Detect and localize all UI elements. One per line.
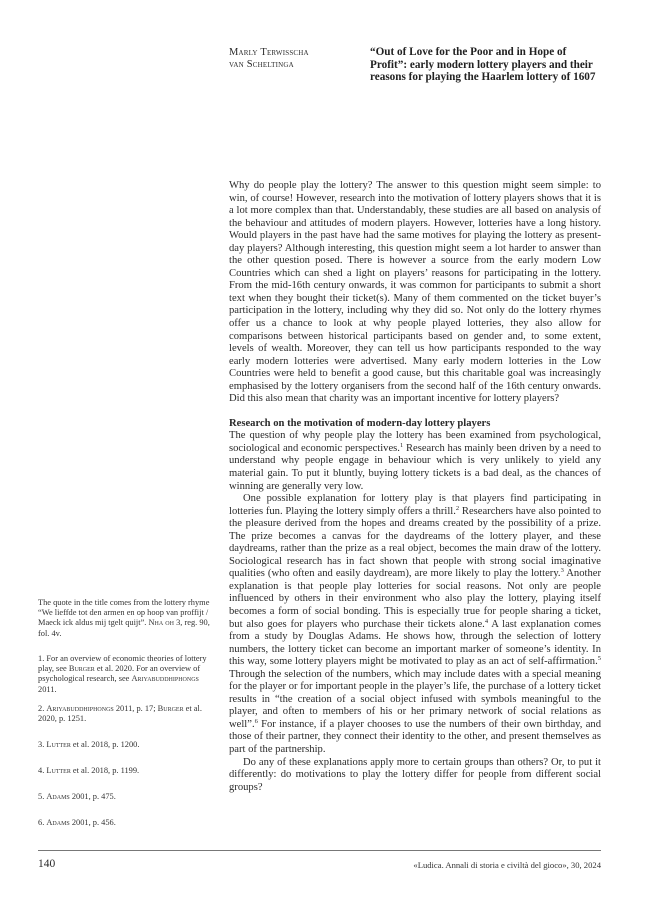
- note-author: Ariyabuddhiphongs: [46, 704, 114, 713]
- journal-citation: «Ludica. Annali di storia e civiltà del gioco», 30, 2024: [413, 860, 601, 870]
- page-number: 140: [38, 858, 56, 870]
- note-text: 1. For an overview of economic theories of lottery play, see: [38, 654, 207, 674]
- note-text: 2011, p. 17;: [113, 704, 158, 713]
- note-text: 3.: [38, 740, 47, 749]
- footnote-ref-1: 1: [399, 441, 404, 449]
- footnote-ref-4: 4: [484, 617, 489, 625]
- footnote-ref-2: 2: [455, 504, 460, 512]
- note-text: et al. 2020, p. 1251.: [38, 704, 202, 724]
- text-run: Another explanation is that people play lotteries for social reasons. Not only are people influenced by others in their environment who also play the lottery, playing itself becomes a form of social bonding. This is especially true for people sharing a ticket, but also goes for players who purchase their tickets alone.: [229, 568, 601, 630]
- note-text: 4.: [38, 766, 47, 775]
- note-text: 2011.: [38, 684, 57, 694]
- note-text: 3, reg. 90, fol. 4v.: [38, 618, 210, 638]
- note-text: 2001, p. 475.: [69, 792, 116, 801]
- note-text: et al. 2018, p. 1200.: [70, 740, 140, 749]
- author-name-line1: Marly Terwisscha: [229, 47, 309, 58]
- footnote-4: [38, 766, 210, 776]
- text-run: One possible explanation for lottery play is that players find participating in lotteries fun. Playing the lottery simply offers a thrill.: [229, 493, 601, 517]
- note-text: 5.: [38, 792, 47, 801]
- note-author: Adams: [46, 818, 70, 827]
- note-text: The quote in the title comes from the lottery rhyme “We lieffde tot den armen en op hoop van proffijt / Maeck ick aldus mij tgelt quijt”.: [38, 598, 210, 628]
- footnote-5: [38, 792, 210, 802]
- text-run: Research has mainly been driven by a need to understand why people engage in behaviour which is very unlikely to yield any material gain. To put it bluntly, buying lottery tickets is a bad deal, as the chances of winning are generally very low.: [229, 442, 601, 492]
- note-text: 2.: [38, 704, 47, 713]
- text-run: For instance, if a player chooses to use the numbers of their own birthday, and those of their partner, they connect their identity to the other, and present themselves as part of the partnership.: [229, 718, 601, 756]
- footnote-ref-5: 5: [597, 655, 601, 663]
- note-author: Burger: [68, 664, 95, 674]
- section-heading: Research on the motivation of modern-day lottery players: [229, 417, 491, 429]
- body-paragraph-3: Do any of these explanations apply more to certain groups than others? Or, to put it differently: do motivations to play the lottery differ for people from different social groups?: [229, 756, 601, 793]
- footnote-2: [38, 704, 210, 724]
- note-author: Adams: [46, 792, 70, 801]
- text-run: Researchers have also pointed to the pleasure derived from the hopes and dreams created by the possibility of a prize. The prize becomes a canvas for the daydreams of the lottery player, and these daydreams, rather than the prize as a real object, becomes the main draw of the lottery. Sociological research has in fact shown that people with strong social imaginative qualities (who often and easily daydream), are more likely to play the lottery.: [229, 505, 601, 580]
- author-name: [229, 47, 359, 71]
- author-name-line2: van Scheltinga: [229, 59, 294, 70]
- body-paragraph-2: [229, 493, 601, 756]
- note-text: 6.: [38, 818, 47, 827]
- text-run: Through the selection of the numbers, which may include dates with a special meaning for the player or for important people in the player’s life, the purchase of a lottery ticket results in “the creation of a social object infused with symbols meaningful to the player, and often to members of his or her primary network of social relations as well”.: [229, 668, 601, 730]
- footnote-6: [38, 818, 210, 828]
- main-text-column: [229, 180, 601, 794]
- note-author: Lutter: [46, 766, 71, 775]
- footer-rule: [38, 850, 601, 851]
- note-text: et al. 2018, p. 1199.: [70, 766, 140, 775]
- article-title: “Out of Love for the Poor and in Hope of Profit”: early modern lottery players and their reasons for playing the Haarlem lottery of 1607: [370, 46, 596, 84]
- note-text: et al. 2020. For an overview of psychological research, see: [38, 664, 201, 684]
- footnote-ref-3: 3: [560, 567, 564, 575]
- note-source: Nha oh: [148, 618, 174, 628]
- note-text: 2001, p. 456.: [69, 818, 116, 827]
- title-note: [38, 598, 210, 639]
- text-run: The question of why people play the lottery has been examined from psychological, sociological and economic perspectives.: [229, 430, 601, 454]
- note-author: Ariyabuddhiphongs: [131, 674, 199, 684]
- text-run: A last explanation comes from a study by Douglas Adams. He shows how, through the selection of lottery numbers, the lottery ticket can become an important marker of someone’s identity. In this way, some lottery players might be motivated to play as an act of self-affirmation.: [229, 618, 601, 668]
- intro-paragraph: Why do people play the lottery? The answer to this question might seem simple: to win, of course! However, research into the motivation of lottery players shows that it is a lot more complex than that. Understandably, these studies are all based on analysis of the behaviour and attitudes of modern players. However, lotteries have a long history. Would players in the past have had the same motives for playing the lottery as present-day players? Although interesting, this question might seem a lot harder to answer than the other question posed. There is however a source from the early modern Low Countries which can shed a light on players’ reasons for participating in the lottery. From the mid-16th century onwards, it was common for participants to submit a short text when they bought their ticket(s). Many of them commented on the ticket buyer’s participation in the lottery, including why they did so. Not only do the lottery rhymes offer us a chance to look at why people played lotteries, they also allow for comparisons between historical participants based on gender and, to some extent, levels of wealth. Moreover, they can tell us how participants responded to the way early modern lotteries were advertised. Many early modern lotteries in the Low Countries were held to benefit a good cause, but this charitable goal was increasingly emphasised by the lottery organisers from the second half of the 16th century onwards. Did this also mean that charity was an important incentive for lottery players?: [229, 180, 601, 405]
- footnote-ref-6: 6: [254, 717, 258, 725]
- note-author: Lutter: [46, 740, 71, 749]
- body-paragraph-1: [229, 430, 601, 493]
- note-author: Burger: [157, 704, 184, 713]
- footnote-3: [38, 740, 210, 750]
- footnote-1: [38, 654, 210, 695]
